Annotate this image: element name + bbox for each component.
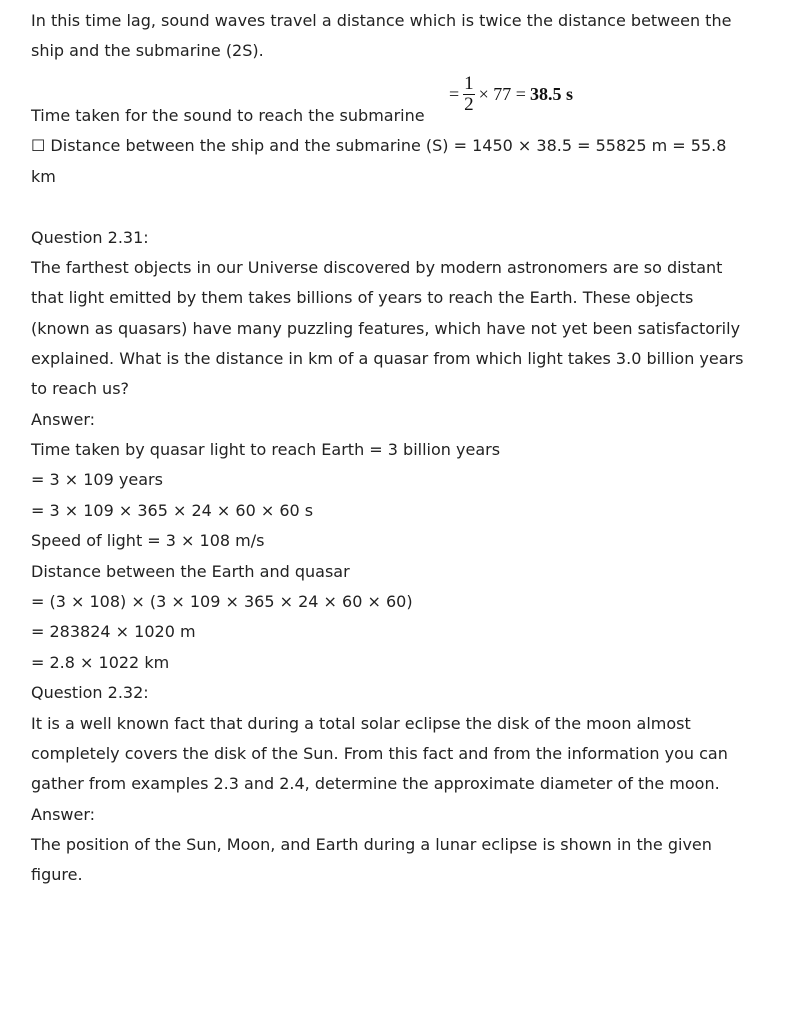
text-line: Time taken by quasar light to reach Earth = 3 billion years bbox=[31, 440, 501, 459]
answer-heading: Answer: bbox=[31, 410, 96, 429]
equation-result: 38.5 s bbox=[529, 84, 573, 104]
text-line: = 2.8 × 1022 km bbox=[31, 653, 170, 672]
text-line: (known as quasars) have many puzzling features, which have not yet been satisfactorily bbox=[31, 319, 741, 338]
text-line: Time taken for the sound to reach the submarine bbox=[31, 106, 425, 125]
question-heading: Question 2.31: bbox=[31, 228, 149, 247]
text-line: = 3 × 109 × 365 × 24 × 60 × 60 s bbox=[31, 501, 314, 520]
text-line: Distance between the Earth and quasar bbox=[31, 562, 350, 581]
text-line: The farthest objects in our Universe discovered by modern astronomers are so distant bbox=[31, 258, 723, 277]
text-line: ship and the submarine (2S). bbox=[31, 41, 264, 60]
text-line: Speed of light = 3 × 108 m/s bbox=[31, 531, 265, 550]
text-line: that light emitted by them takes billions of years to reach the Earth. These objects bbox=[31, 288, 694, 307]
text-line: = (3 × 108) × (3 × 109 × 365 × 24 × 60 × 60) bbox=[31, 592, 413, 611]
text-line: = 283824 × 1020 m bbox=[31, 622, 196, 641]
equation-prefix: = bbox=[449, 84, 460, 104]
equation-time bbox=[449, 74, 573, 115]
fraction-denominator: 2 bbox=[464, 94, 474, 115]
text-line: km bbox=[31, 167, 56, 186]
text-line: explained. What is the distance in km of a quasar from which light takes 3.0 billion years bbox=[31, 349, 744, 368]
answer-heading: Answer: bbox=[31, 805, 96, 824]
text-line: completely covers the disk of the Sun. From this fact and from the information you can bbox=[31, 744, 728, 763]
text-line: to reach us? bbox=[31, 379, 130, 398]
text-line: It is a well known fact that during a total solar eclipse the disk of the moon almost bbox=[31, 714, 691, 733]
equation-middle: × 77 = bbox=[478, 84, 526, 104]
question-heading: Question 2.32: bbox=[31, 683, 149, 702]
text-line: ☐ Distance between the ship and the submarine (S) = 1450 × 38.5 = 55825 m = 55.8 bbox=[31, 136, 727, 155]
text-line: In this time lag, sound waves travel a distance which is twice the distance between the bbox=[31, 11, 732, 30]
text-line: gather from examples 2.3 and 2.4, determine the approximate diameter of the moon. bbox=[31, 774, 720, 793]
text-line: The position of the Sun, Moon, and Earth during a lunar eclipse is shown in the given bbox=[31, 835, 712, 854]
text-line: figure. bbox=[31, 865, 83, 884]
text-line: = 3 × 109 years bbox=[31, 470, 163, 489]
fraction-numerator: 1 bbox=[464, 73, 474, 94]
fraction bbox=[463, 74, 475, 115]
